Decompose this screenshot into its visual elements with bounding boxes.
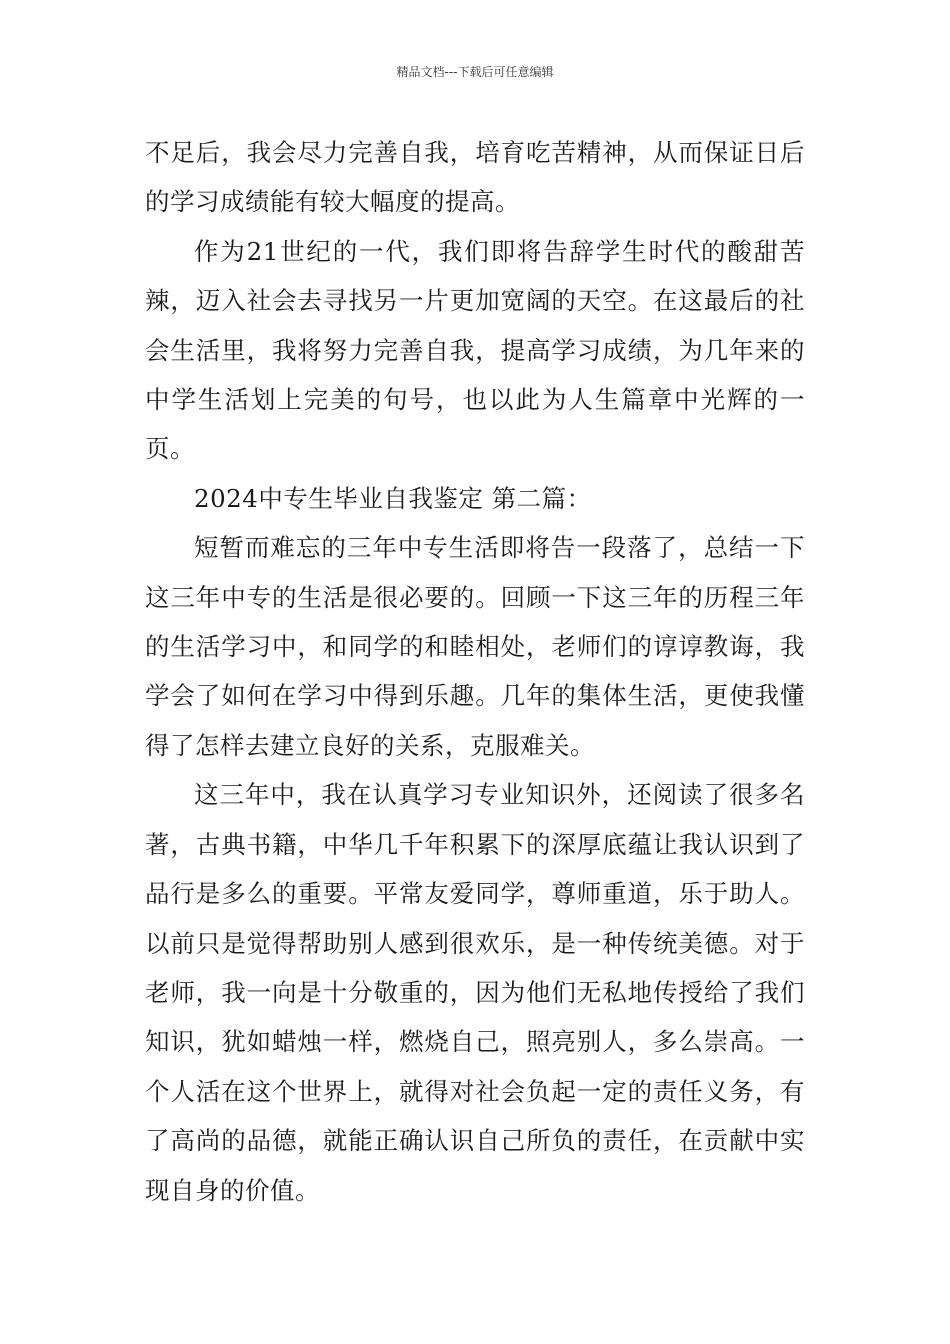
- section-heading: 2024中专生毕业自我鉴定 第二篇：: [194, 483, 592, 513]
- document-body: [145, 128, 805, 1215]
- paragraph-review: 短暂而难忘的三年中专生活即将告一段落了，总结一下这三年中专的生活是很必要的。回顾一下这三年的历程三年的生活学习中，和同学的和睦相处，老师们的谆谆教诲，我学会了如何在学习中得到乐趣。几年的集体生活，更使我懂得了怎样去建立良好的关系，克服难关。: [145, 533, 805, 760]
- paragraph-continuation: 不足后，我会尽力完善自我，培育吃苦精神，从而保证日后的学习成绩能有较大幅度的提高。: [145, 138, 805, 217]
- paragraph-21st-century: 作为21世纪的一代，我们即将告辞学生时代的酸甜苦辣，迈入社会去寻找另一片更加宽阔的天空。在这最后的社会生活里，我将努力完善自我，提高学习成绩，为几年来的中学生活划上完美的句号，也以此为人生篇章中光辉的一页。: [145, 236, 805, 464]
- paragraph-three-years: 这三年中，我在认真学习专业知识外，还阅读了很多名著，古典书籍，中华几千年积累下的深厚底蕴让我认识到了品行是多么的重要。平常友爱同学，尊师重道，乐于助人。以前只是觉得帮助别人感到很欢乐，是一种传统美德。对于老师，我一向是十分敬重的，因为他们无私地传授给了我们知识，犹如蜡烛一样，燃烧自己，照亮别人，多么崇高。一个人活在这个世界上，就得对社会负起一定的责任义务，有了高尚的品德，就能正确认识自己所负的责任，在贡献中实现自身的价值。: [145, 780, 805, 1205]
- page-header: 精品文档---下载后可任意编辑: [396, 65, 554, 79]
